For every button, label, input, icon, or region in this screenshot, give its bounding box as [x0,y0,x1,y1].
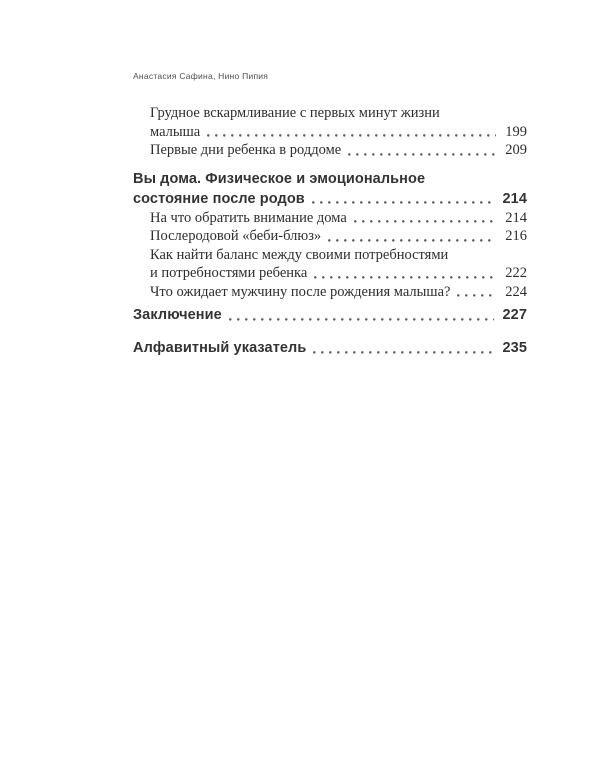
toc-entry-last-line [150,264,527,283]
toc-page-number: 214 [502,190,527,207]
toc-page-number: 199 [505,123,527,140]
dot-leader [229,318,494,321]
toc-entry-last-line [150,227,527,246]
toc-entry-last-line [150,123,527,142]
running-head: Анастасия Сафина, Нино Пипия [133,71,269,81]
toc-entry-title: Что ожидает мужчину после рождения малыша? [150,283,451,300]
toc-entry [133,227,527,246]
toc-entry-title: Первые дни ребенка в роддоме [150,142,342,158]
toc-page-number: 227 [502,307,527,323]
toc-page-number: 222 [505,265,527,281]
toc-entry-last-line [150,141,527,160]
toc-entry-title: и потребностями ребенка [150,265,308,281]
toc-entry-last-line [133,338,527,358]
toc-entry-title: Алфавитный указатель [133,340,307,356]
dot-leader [328,239,496,242]
dot-leader [457,294,496,297]
toc-page-number: 216 [505,228,527,244]
toc-entry [133,104,527,141]
dot-leader [314,276,496,279]
toc-entry-last-line [150,283,527,302]
toc-entry [133,209,527,228]
toc-entry [133,283,527,302]
dot-leader [312,201,494,204]
toc-page-number: 235 [502,340,527,356]
table-of-contents [133,104,527,358]
toc-entry-last-line [133,305,527,325]
toc-entry-line: Вы дома. Физическое и эмоциональное [133,170,426,187]
toc-entry-last-line [133,189,527,209]
toc-entry-title: состояние после родов [133,190,305,207]
toc-entry-line: Грудное вскармливание с первых минут жизни [150,105,440,121]
toc-entry [133,305,527,325]
dot-leader [348,153,496,156]
toc-page-number: 209 [505,142,527,158]
toc-page-number: 224 [505,283,527,300]
dot-leader [207,134,496,137]
toc-entry-line: Как найти баланс между своими потребностями [150,246,449,263]
toc-entry-title: На что обратить внимание дома [150,209,347,226]
toc-entry-title: малыша [150,123,201,140]
toc-page-number: 214 [505,209,527,226]
toc-entry [133,338,527,358]
dot-leader [354,220,496,223]
toc-entry [133,246,527,283]
dot-leader [313,351,493,354]
toc-entry-title: Заключение [133,307,222,323]
toc-entry [133,141,527,160]
toc-entry-last-line [150,209,527,228]
toc-entry [133,169,527,209]
toc-entry-title: Послеродовой «беби-блюз» [150,228,322,244]
